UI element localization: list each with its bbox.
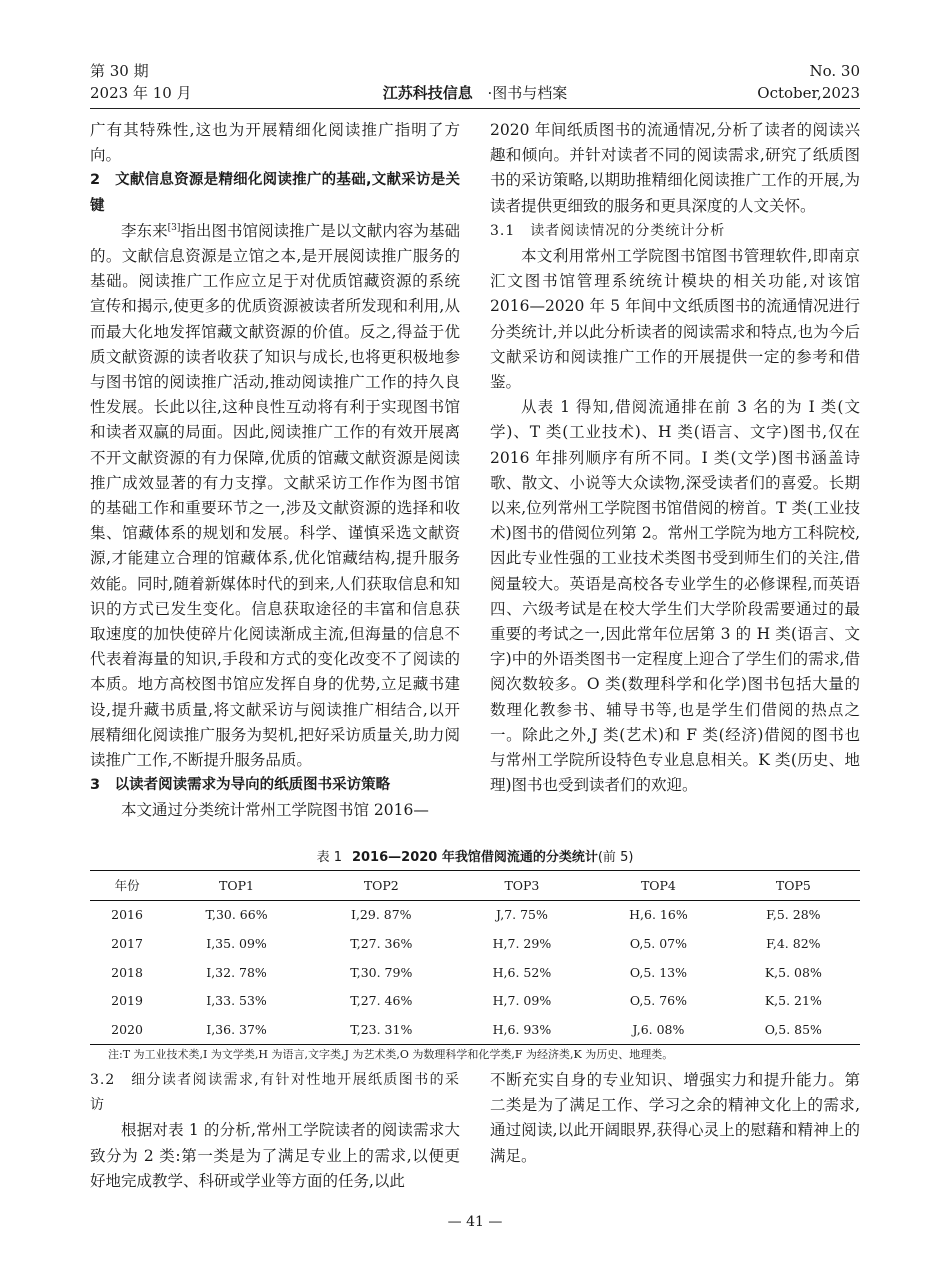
left-column [90,118,460,824]
table-cell: I,29. 87% [351,907,412,923]
bottom-right-column [490,1068,860,1169]
header-right [757,60,860,104]
column-header: TOP2 [363,877,399,893]
table-subtitle: (前 5) [597,850,634,865]
table-cell: 2017 [111,935,143,951]
table-caption [90,846,860,865]
table-cell: 2018 [111,964,143,980]
citation-ref: [3] [167,222,181,233]
running-header [90,60,860,106]
issue-number-en: No. 30 [809,62,860,80]
right-column [490,118,860,798]
table-cell: I,33. 53% [206,993,267,1009]
paragraph: 广有其特殊性,这也为开展精细化阅读推广指明了方向。 [90,121,460,165]
table-title: 2016—2020 年我馆借阅流通的分类统计 [351,850,598,865]
table-row [90,986,860,1015]
table-cell: H,6. 93% [492,1021,552,1037]
table-cell: H,7. 09% [492,993,552,1009]
table-cell: O,5. 76% [629,993,687,1009]
table-cell: J,6. 08% [632,1021,685,1037]
paragraph: 根据对表 1 的分析,常州工学院读者的阅读需求大致分为 2 类:第一类是为了满足专业上的需求,以便更好地完成教学、科研或学业等方面的任务,以此 [90,1121,460,1190]
section-heading-3: 3 以读者阅读需求为导向的纸质图书采访策略 [90,777,391,794]
table-cell: I,35. 09% [206,935,267,951]
paragraph: 不断充实自身的专业知识、增强实力和提升能力。第二类是为了满足工作、学习之余的精神文化上的需求,通过阅读,以此开阔眼界,获得心灵上的慰藉和精神上的满足。 [490,1071,860,1165]
table-cell: I,36. 37% [206,1021,267,1037]
subsection-heading-3-2: 3.2 细分读者阅读需求,有针对性地开展纸质图书的采访 [90,1072,460,1114]
column-header: 年份 [114,878,140,894]
paragraph [90,219,460,773]
table-label: 表 1 [316,850,342,865]
paragraph: 从表 1 得知,借阅流通排在前 3 名的为 I 类(文学)、T 类(工业技术)、H 类(语言、文字)图书,仅在 2016 年排列顺序有所不同。I 类(文学)图书涵盖诗歌、散文、小说等大众读物,深受读者们的喜爱。长期以来,位列常州工学院图书馆借阅的榜首。T 类(工业技术)图书的借阅位列第 2。常州工学院为地方工科院校,因此专业性强的工业技术类图书受到师生们的关注,借阅量较大。英语是高校各专业学生的必修课程,而英语四、六级考试是在校大学生们大学阶段需要通过的最重要的考试之一,因此常年位居第 3 的 H 类(语言、文字)中的外语类图书一定程度上迎合了学生们的需求,借阅次数较多。O 类(数理科学和化学)图书包括大量的数理化教参书、辅导书等,也是学生们借阅的热点之一。除此之外,J 类(艺术)和 F 类(经济)借阅的图书也与常州工学院所设特色专业息息相关。K 类(历史、地理)图书也受到读者们的欢迎。 [490,398,860,795]
paragraph: 本文利用常州工学院图书馆图书管理软件,即南京汇文图书馆管理系统统计模块的相关功能,对该馆 2016—2020 年 5 年间中文纸质图书的流通情况进行分类统计,并以此分析读者的阅读需求和特点,也为今后文献采访和阅读推广工作的开展提供一定的参考和借鉴。 [490,247,860,392]
table-cell: H,6. 16% [629,907,688,923]
table-row [90,958,860,987]
table-cell: F,5. 28% [766,907,821,923]
subsection-heading-3-1: 3.1 读者阅读情况的分类统计分析 [490,222,726,239]
header-rule [90,108,860,109]
table-note: 注:T 为工业技术类,I 为文学类,H 为语言,文字类,J 为艺术类,O 为数理科学和化学类,F 为经济类,K 为历史、地理类。 [108,1048,674,1061]
bottom-left-column [90,1068,460,1194]
page-number: — 41 — [447,1214,503,1230]
journal-section: ·图书与档案 [487,84,568,102]
issue-date-en: October,2023 [757,84,860,102]
table-cell: T,27. 36% [350,935,413,951]
table-cell: H,7. 29% [492,935,552,951]
column-header: TOP5 [775,877,811,893]
table-cell: T,30. 79% [350,964,413,980]
table-cell: H,6. 52% [492,964,552,980]
column-header: TOP4 [640,877,676,893]
table-row [90,929,860,958]
table-cell: T,30. 66% [205,907,268,923]
table-cell: O,5. 07% [629,935,687,951]
table-cell: T,23. 31% [350,1021,413,1037]
table-cell: 2016 [111,907,143,923]
issue-date-cn: 2023 年 10 月 [90,84,192,102]
table-cell: O,5. 85% [764,1021,822,1037]
column-header: TOP1 [219,877,254,893]
table-cell: 2020 [111,1021,143,1037]
paragraph: 本文通过分类统计常州工学院图书馆 2016— [121,801,429,820]
table-cell: T,27. 46% [350,993,413,1009]
column-header: TOP3 [504,877,540,893]
table-cell: F,4. 82% [766,935,821,951]
table-cell: 2019 [111,993,143,1009]
paragraph-text: 指出图书馆阅读推广是以文献内容为基础的。文献信息资源是立馆之本,是开展阅读推广服务的基础。阅读推广工作应立足于对优质馆藏资源的系统宣传和揭示,使更多的优质资源被读者所发现和利用,从而最大化地发挥馆藏文献资源的价值。反之,得益于优质文献资源的读者收获了知识与成长,也将更积极地参与图书馆的阅读推广活动,推动阅读推广工作的持久良性发展。长此以往,这种良性互动将有利于实现图书馆和读者双赢的局面。因此,阅读推广工作的有效开展离不开文献资源的有力保障,优质的馆藏文献资源是阅读推广成效显著的有力支撑。文献采访工作作为图书馆的基础工作和重要环节之一,涉及文献资源的选择和收集、馆藏体系的规划和发展。科学、谨慎采选文献资源,才能建立合理的馆藏体系,优化馆藏结构,提升服务效能。同时,随着新媒体时代的到来,人们获取信息和知识的方式已发生变化。信息获取途径的丰富和信息获取速度的加快使碎片化阅读渐成主流,但海量的信息不代表着海量的知识,手段和方式的变化改变不了阅读的本质。地方高校图书馆应发挥自身的优势,立足藏书建设,提升藏书质量,将文献采访与阅读推广相结合,以开展精细化阅读推广服务为契机,把好采访质量关,助力阅读推广工作,不断提升服务品质。 [90,221,460,770]
table-cell: K,5. 08% [764,964,822,980]
table-cell: J,7. 75% [495,907,548,923]
table-cell: I,32. 78% [206,964,267,980]
issue-number: 第 30 期 [90,62,149,80]
section-heading-2: 2 文献信息资源是精细化阅读推广的基础,文献采访是关键 [90,172,460,214]
table-cell: K,5. 21% [764,993,822,1009]
header-center [90,82,860,104]
journal-name: 江苏科技信息 [382,84,473,102]
table-row [90,1015,860,1044]
table-cell: O,5. 13% [629,964,687,980]
paragraph: 2020 年间纸质图书的流通情况,分析了读者的阅读兴趣和倾向。并针对读者不同的阅读需求,研究了纸质图书的采访策略,以期助推精细化阅读推广工作的开展,为读者提供更细致的服务和更具深度的人文关怀。 [490,121,860,215]
circulation-table [90,870,860,1045]
table-header-row [90,871,860,901]
cited-author: 李东来 [121,221,168,240]
table-row [90,900,860,929]
